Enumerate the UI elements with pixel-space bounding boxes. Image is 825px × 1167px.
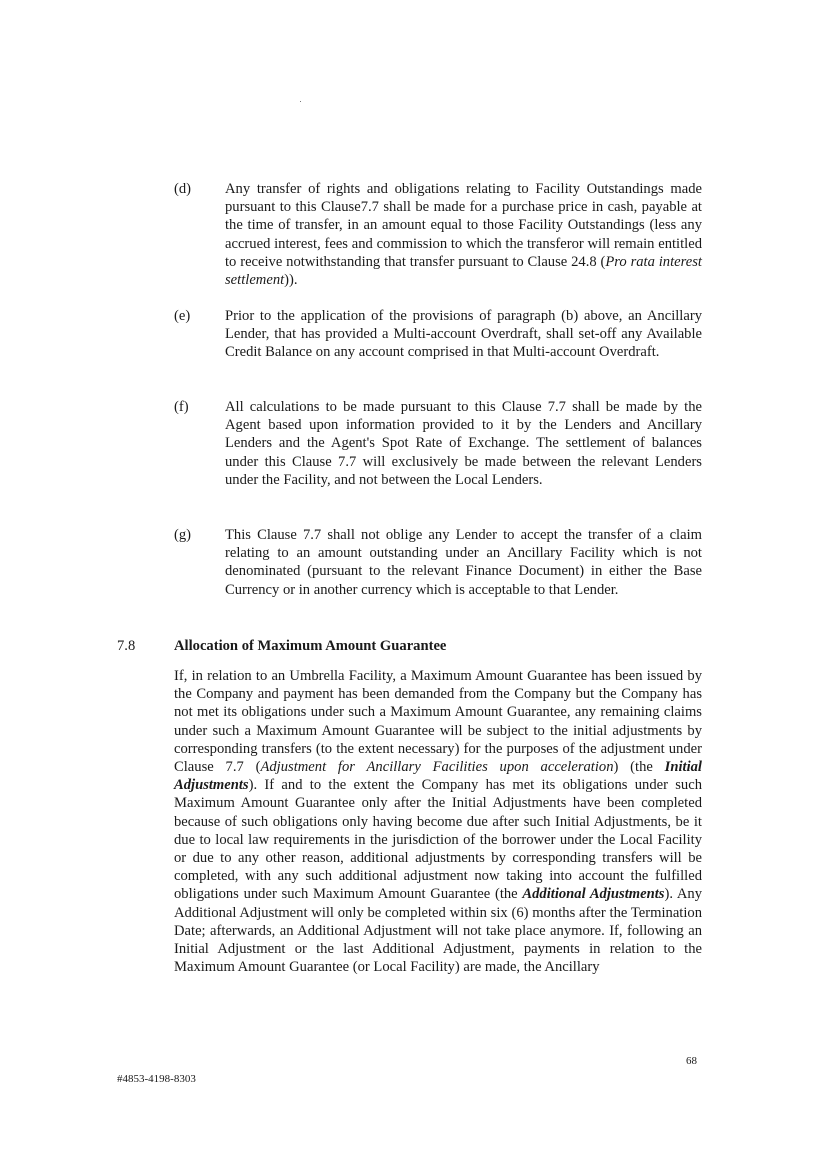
paragraph-d: [174, 180, 702, 289]
section-title: Allocation of Maximum Amount Guarantee: [174, 638, 447, 654]
stray-mark: [300, 101, 301, 102]
paragraph-f: [174, 398, 702, 489]
paragraph-e-label: (e): [174, 308, 191, 324]
paragraph-f-text: All calculations to be made pursuant to this Clause 7.7 shall be made by the Agent based upon information provided to it by the Lenders and Ancillary Lenders and the Agent's Spot Rate of Exchange. The settlement of balances under this Clause 7.7 will exclusively be made between the relevant Lenders under the Facility, and not between the Local Lenders.: [225, 399, 702, 488]
paragraph-f-label: (f): [174, 399, 189, 415]
document-reference: #4853-4198-8303: [117, 1073, 196, 1085]
section-body: If, in relation to an Umbrella Facility, a Maximum Amount Guarantee has been issued by the Company and payment has been demanded from the Company but the Company has not met its obligations under such a Maximum Amount Guarantee, any remaining claims under such a Maximum Amount Guarantee will be subject to the initial adjustments by corresponding transfers (to the extent necessary) for the purposes of the adjustment under Clause 7.7 (Adjustment for Ancillary Facilities upon acceleration) (the Initial Adjustments). If and to the extent the Company has met its obligations under such Maximum Amount Guarantee only after the Initial Adjustments have been completed because of such obligations only having become due after such Initial Adjustments, be it due to local law requirements in the jurisdiction of the borrower under the Local Facility or due to any other reason, additional adjustments by corresponding transfers will be completed, with any such additional adjustment now taking into account the fulfilled obligations under such Maximum Amount Guarantee (the Additional Adjustments). Any Additional Adjustment will only be completed within six (6) months after the Termination Date; afterwards, an Additional Adjustment will not take place anymore. If, following an Initial Adjustment or the last Additional Adjustment, payments in relation to the Maximum Amount Guarantee (or Local Facility) are made, the Ancillary: [174, 668, 703, 976]
section-number: 7.8: [117, 638, 136, 654]
page-number: 68: [686, 1055, 697, 1067]
defined-term-initial-adjustments: Initial Adjustments: [174, 759, 702, 794]
paragraph-g: [174, 526, 702, 599]
paragraph-d-label: (d): [174, 181, 192, 197]
paragraph-g-label: (g): [174, 527, 192, 543]
paragraph-e: [174, 307, 702, 362]
defined-term-additional-adjustments: Additional Adjustments: [522, 886, 665, 903]
paragraph-e-text: Prior to the application of the provisions of paragraph (b) above, an Ancillary Lender, that has provided a Multi-account Overdraft, shall set-off any Available Credit Balance on any account comprised in that Multi-account Overdraft.: [225, 308, 702, 361]
paragraph-g-text: This Clause 7.7 shall not oblige any Lender to accept the transfer of a claim relating to an amount outstanding under an Ancillary Facility which is not denominated (pursuant to the relevant Finance Document) in either the Base Currency or in another currency which is acceptable to that Lender.: [225, 527, 702, 598]
paragraph-d-text: Any transfer of rights and obligations relating to Facility Outstandings made pursuant to this Clause7.7 shall be made for a purchase price in cash, payable at the time of transfer, in an amount equal to those Facility Outstandings (less any accrued interest, fees and commission to which the transferor will remain entitled to receive notwithstanding that transfer pursuant to Clause 24.8 (Pro rata interest settlement)).: [225, 181, 702, 289]
